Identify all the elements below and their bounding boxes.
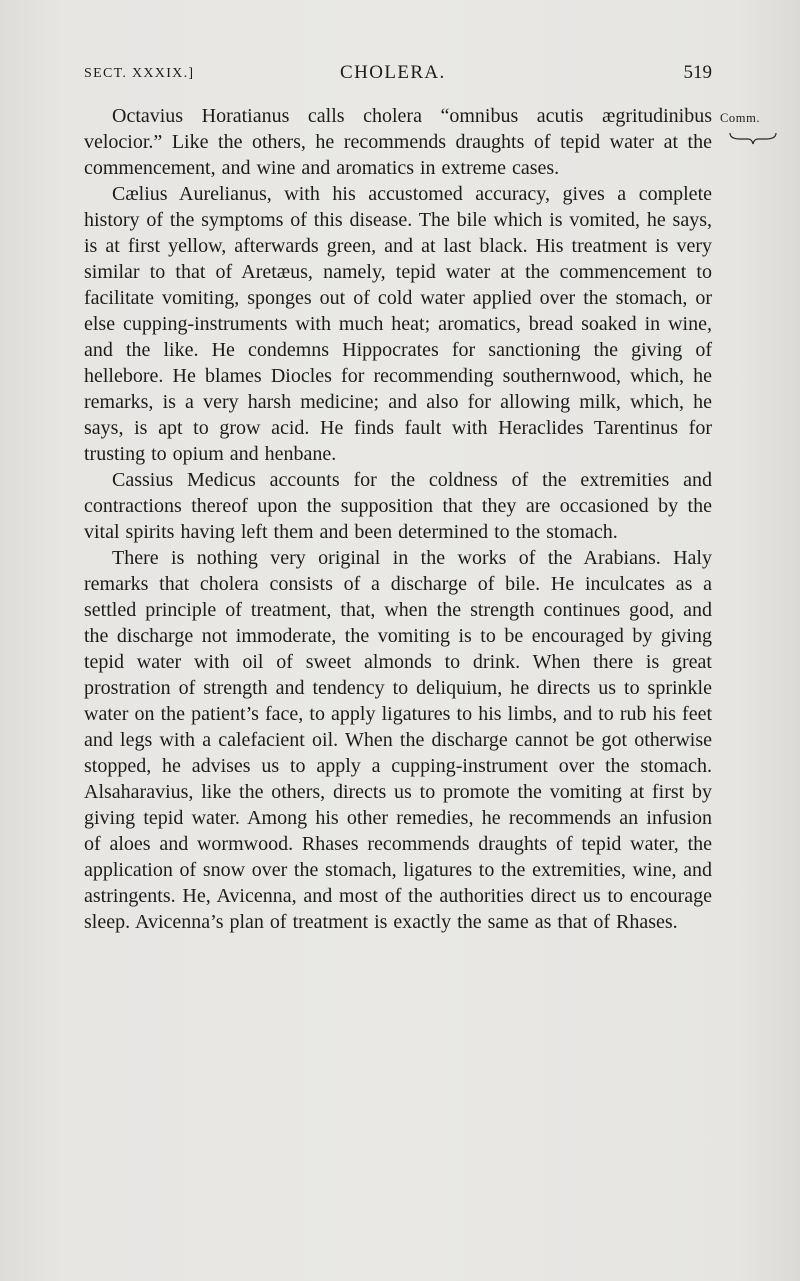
margin-note: Comm. [720,111,761,125]
running-head [84,62,712,90]
page-number: 519 [683,62,712,83]
paragraph-octavius: Octavius Horatianus calls cholera “omnibus acutis ægritudinibus velocior.” Like the others, he recommends draughts of tepid water at the commencement, and wine and aromatics in extreme cases. [84,105,712,179]
paragraph-cassius: Cassius Medicus accounts for the coldness of the extremities and contractions thereof upon the supposition that they are occasioned by the vital spirits having left them and been determined to the stomach. [84,469,712,543]
paragraph-caelius: Cælius Aurelianus, with his accustomed accuracy, gives a complete history of the symptoms of this disease. The bile which is vomited, he says, is at first yellow, afterwards green, and at last black. His treatment is very similar to that of Aretæus, namely, tepid water at the commencement to facilitate vomiting, sponges out of cold water applied over the stomach, or else cupping-instruments with much heat; aromatics, bread soaked in wine, and the like. He condemns Hippocrates for sanctioning the giving of hellebore. He blames Diocles for recommending southernwood, which, he remarks, is a very harsh medicine; and also for allowing milk, which, he says, is apt to grow acid. He finds fault with Heraclides Tarentinus for trusting to opium and henbane. [84,183,712,465]
paragraph-arabians: There is nothing very original in the works of the Arabians. Haly remarks that cholera consists of a discharge of bile. He inculcates as a settled principle of treatment, that, when the strength continues good, and the discharge not immoderate, the vomiting is to be encouraged by giving tepid water with oil of sweet almonds to drink. When there is great prostration of strength and tendency to deliquium, he directs us to sprinkle water on the patient’s face, to apply ligatures to his limbs, and to rub his feet and legs with a calefacient oil. When the discharge cannot be got otherwise stopped, he advises us to apply a cupping-instrument over the stomach. Alsaharavius, like the others, directs us to promote the vomiting at first by giving tepid water. Among his other remedies, he recommends an infusion of aloes and wormwood. Rhases recommends draughts of tepid water, the application of snow over the stomach, ligatures to the extremities, wine, and astringents. He, Avicenna, and most of the authorities direct us to encourage sleep. Avicenna’s plan of treatment is exactly the same as that of Rhases. [84,547,712,933]
chapter-title: CHOLERA. [340,62,446,83]
margin-brace [728,131,778,145]
section-marker: SECT. XXXIX.] [84,66,195,81]
body-text [84,103,712,935]
